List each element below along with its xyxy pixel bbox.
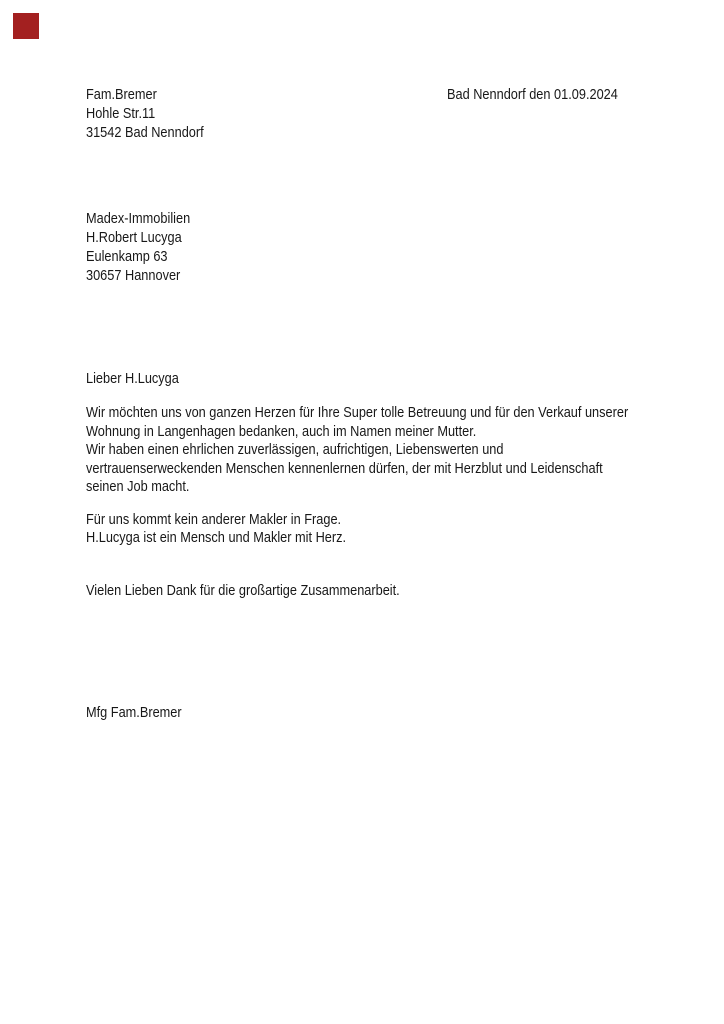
sender-city: 31542 Bad Nenndorf (86, 124, 204, 141)
red-square-marker (13, 13, 39, 39)
body-paragraph-2 (86, 511, 346, 547)
body-paragraph-1 (86, 404, 628, 497)
body-line: Wir haben einen ehrlichen zuverlässigen, aufrichtigen, Liebenswerten und (86, 441, 504, 458)
dateline: Bad Nenndorf den 01.09.2024 (447, 86, 618, 103)
thanks-line: Vielen Lieben Dank für die großartige Zusammenarbeit. (86, 582, 400, 599)
body-line: Für uns kommt kein anderer Makler in Frage. (86, 511, 342, 528)
body-line: Wohnung in Langenhagen bedanken, auch im Namen meiner Mutter. (86, 422, 477, 440)
recipient-street: Eulenkamp 63 (86, 248, 168, 265)
body-line: H.Lucyga ist ein Mensch und Makler mit Herz. (86, 529, 347, 546)
salutation: Lieber H.Lucyga (86, 370, 179, 387)
recipient-company: Madex-Immobilien (86, 210, 191, 227)
recipient-name: H.Robert Lucyga (86, 229, 182, 246)
sender-address-block (86, 85, 204, 142)
body-line: vertrauenserweckenden Menschen kennenlernen dürfen, der mit Herzblut und Leidenschaft (86, 459, 603, 477)
sender-street: Hohle Str.11 (86, 105, 156, 122)
body-line: Wir möchten uns von ganzen Herzen für Ihre Super tolle Betreuung und für den Verkauf unserer (86, 404, 629, 421)
sender-name: Fam.Bremer (86, 86, 157, 103)
recipient-city: 30657 Hannover (86, 267, 181, 284)
body-line: seinen Job macht. (86, 478, 190, 495)
closing-line: Mfg Fam.Bremer (86, 704, 182, 721)
recipient-address-block (86, 209, 190, 285)
